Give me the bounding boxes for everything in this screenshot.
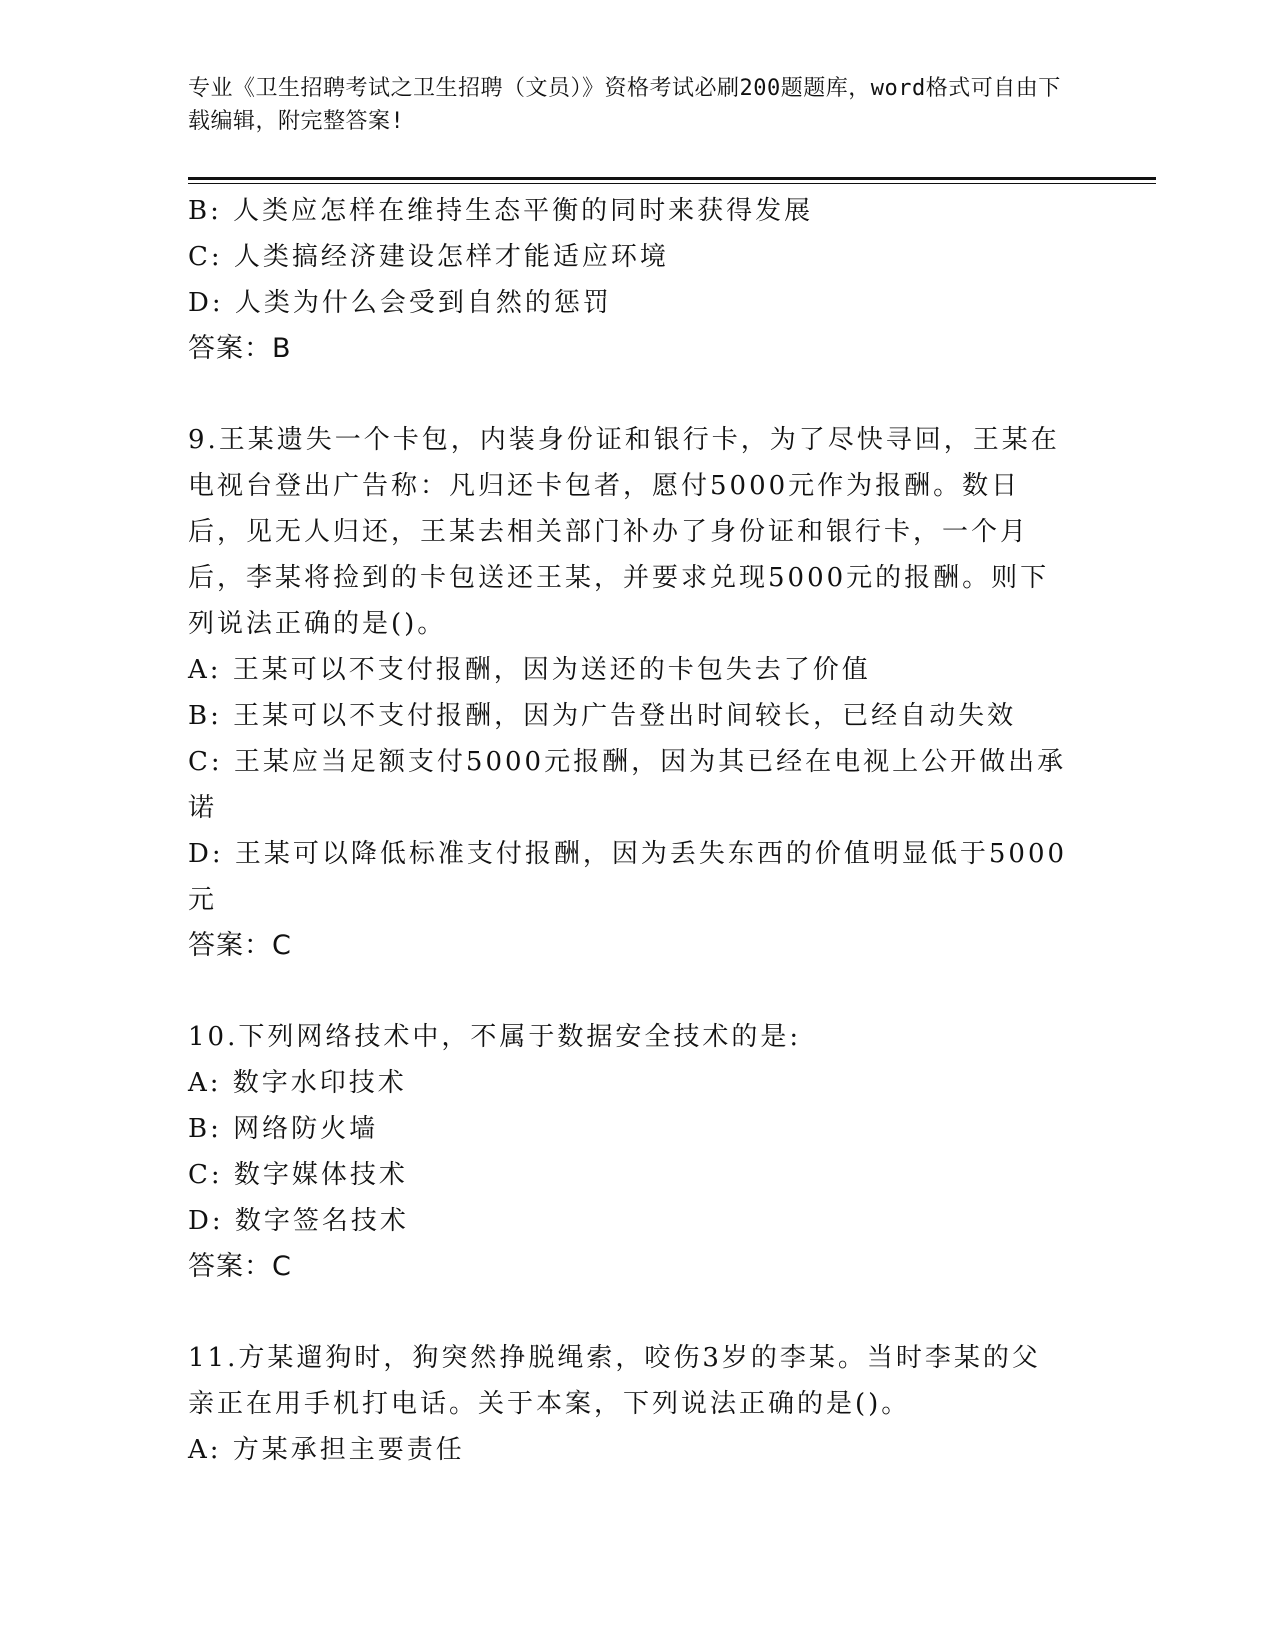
header-divider-thick [188, 177, 1156, 180]
option-a: A: 数字水印技术 [188, 1068, 407, 1098]
question-block-8 [188, 188, 1068, 372]
option-c: C: 数字媒体技术 [188, 1160, 408, 1190]
question-text: 11.方某遛狗时，狗突然挣脱绳索，咬伤3岁的李某。当时李某的父亲正在用手机打电话。关于本案，下列说法正确的是()。 [188, 1343, 1041, 1419]
question-block-11 [188, 1335, 1068, 1473]
option-d: D: 王某可以降低标准支付报酬，因为丢失东西的价值明显低于5000元 [188, 839, 1068, 915]
question-text: 9.王某遗失一个卡包，内装身份证和银行卡，为了尽快寻回，王某在电视台登出广告称：凡归还卡包者，愿付5000元作为报酬。数日后，见无人归还，王某去相关部门补办了身份证和银行卡，一个月后，李某将捡到的卡包送还王某，并要求兑现5000元的报酬。则下列说法正确的是()。 [188, 425, 1060, 639]
page-header: 专业《卫生招聘考试之卫生招聘（文员）》资格考试必刷200题题库，word格式可自由下载编辑，附完整答案! [188, 76, 1061, 134]
option-b: B: 网络防火墙 [188, 1114, 379, 1144]
option-a: A: 方某承担主要责任 [188, 1435, 465, 1465]
option-c: C: 人类搞经济建设怎样才能适应环境 [188, 242, 669, 272]
option-d: D: 数字签名技术 [188, 1206, 409, 1236]
question-content [188, 188, 1068, 1473]
answer-line: 答案：C [188, 930, 292, 961]
option-a: A: 王某可以不支付报酬，因为送还的卡包失去了价值 [188, 655, 871, 685]
option-d: D: 人类为什么会受到自然的惩罚 [188, 288, 612, 318]
question-block-9 [188, 417, 1068, 969]
option-c: C: 王某应当足额支付5000元报酬，因为其已经在电视上公开做出承诺 [188, 747, 1067, 823]
option-b: B: 王某可以不支付报酬，因为广告登出时间较长，已经自动失效 [188, 701, 1017, 731]
question-block-10 [188, 1014, 1068, 1290]
answer-line: 答案：B [188, 333, 292, 364]
answer-line: 答案：C [188, 1251, 292, 1282]
question-text: 10.下列网络技术中，不属于数据安全技术的是: [188, 1022, 802, 1052]
header-divider-thin [188, 183, 1156, 184]
option-b: B: 人类应怎样在维持生态平衡的同时来获得发展 [188, 196, 814, 226]
